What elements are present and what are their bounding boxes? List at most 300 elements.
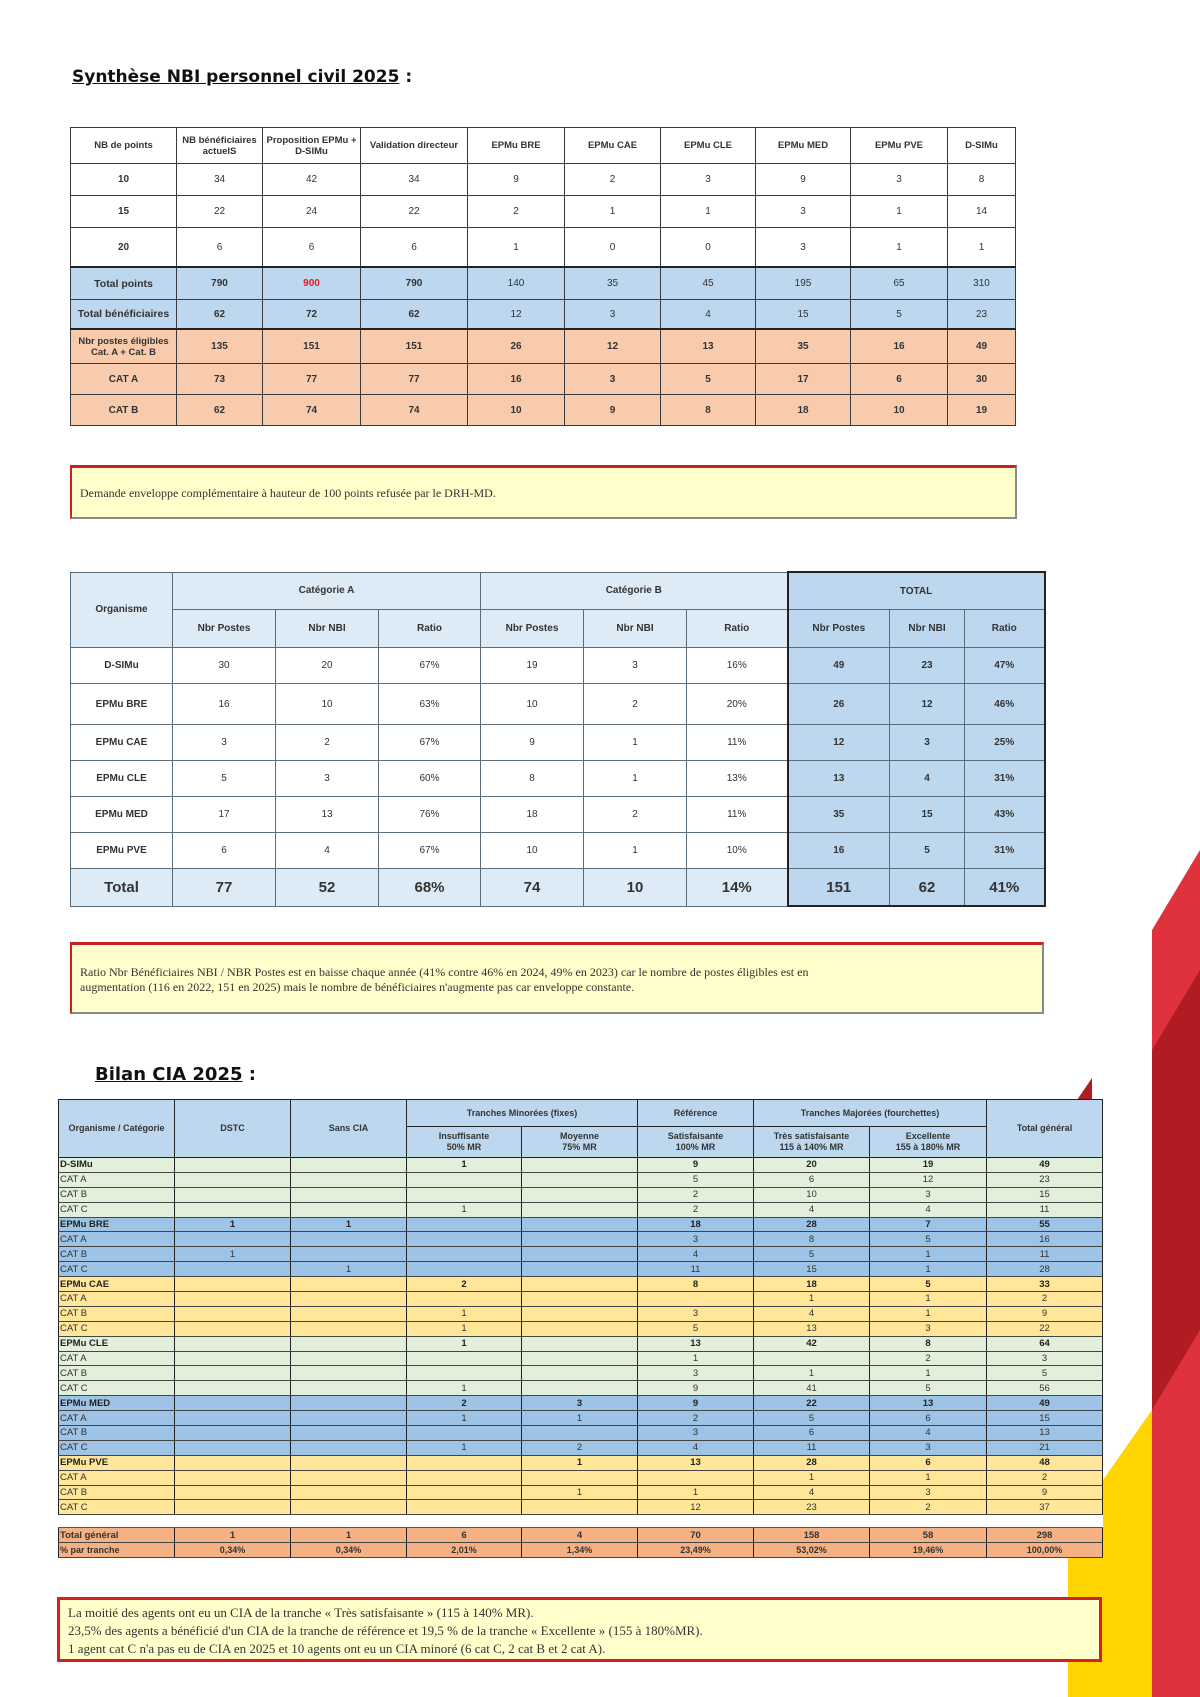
category-row [59,1440,1103,1455]
table-cell: 64 [987,1336,1103,1351]
table-cell: 62 [177,300,263,330]
table-cell: 6 [754,1172,870,1187]
table-cell [175,1411,291,1426]
table-row [71,725,1045,761]
nbi-points-table [70,127,1016,426]
table-cell: 15 [987,1411,1103,1426]
table-cell: 12 [638,1500,754,1515]
table-cell: 11 [987,1247,1103,1262]
table-cell [407,1262,522,1277]
table-cell [638,1292,754,1307]
table-cell: 1 [638,1485,754,1500]
category-row [59,1411,1103,1426]
table-cell: 790 [177,267,263,300]
table-cell: 298 [987,1528,1103,1543]
table-cell: 0,34% [291,1543,407,1558]
row-label: CAT A [71,364,177,395]
table-cell [407,1366,522,1381]
table-cell: 1 [407,1381,522,1396]
table-cell: 2,01% [407,1543,522,1558]
header-cell: EPMu CAE [565,128,661,164]
table-cell [175,1485,291,1500]
table-cell: 23 [948,300,1016,330]
table-cell: 8 [661,395,756,426]
cia-table [58,1099,1103,1558]
table-cell [522,1292,638,1307]
header-cell: NB de points [71,128,177,164]
table-cell: 3 [851,164,948,196]
table-cell [291,1411,407,1426]
table-cell: 1 [638,1351,754,1366]
table-cell [175,1158,291,1173]
table-row [71,164,1016,196]
table-row [71,329,1016,364]
table-cell: 55 [987,1217,1103,1232]
table-cell: 3 [584,648,687,684]
table-cell [291,1440,407,1455]
table-cell: 1 [870,1292,987,1307]
header-cell: EPMu MED [756,128,851,164]
cia-section-title [95,1064,256,1085]
table-cell: 74 [263,395,361,426]
header-cell: NB bénéficiaires actuelS [177,128,263,164]
table-cell: 58 [870,1528,987,1543]
table-cell: 12 [870,1172,987,1187]
table-cell: 13 [276,797,379,833]
table-cell: 18 [481,797,584,833]
table-cell: 18 [754,1277,870,1292]
org-cell: EPMu CLE [71,761,173,797]
table-cell: 15 [756,300,851,330]
table-cell: 8 [870,1336,987,1351]
table-cell: 1 [407,1440,522,1455]
table-cell: 65 [851,267,948,300]
table-cell: 1 [175,1247,291,1262]
table-cell: 26 [468,329,565,364]
table-cell: 11 [987,1202,1103,1217]
cia-note-line: La moitié des agents ont eu un CIA de la tranche « Très satisfaisante » (115 à 140% MR). [68,1605,534,1620]
cia-header-moyenne [522,1127,638,1158]
table-cell: 5 [870,1381,987,1396]
table-cell [522,1426,638,1441]
table-cell [522,1306,638,1321]
row-label: CAT C [59,1262,175,1277]
table-cell: 3 [638,1232,754,1247]
group-header-total: TOTAL [788,572,1045,610]
table-row [71,648,1045,684]
table-cell: 4 [638,1247,754,1262]
sublabel: 115 à 140% MR [779,1142,844,1152]
table-cell: 8 [754,1232,870,1247]
header-cell: EPMu CLE [661,128,756,164]
row-label: CAT B [59,1247,175,1262]
table-cell: 18 [756,395,851,426]
org-cell: EPMu CAE [71,725,173,761]
table-cell: 23 [987,1172,1103,1187]
row-label: Total général [59,1528,175,1543]
table-cell: 5 [661,364,756,395]
table-cell: 5 [987,1366,1103,1381]
table-row [71,684,1045,725]
table-cell: 100,00% [987,1543,1103,1558]
table-cell: 6 [173,833,276,869]
table-cell: 4 [890,761,965,797]
table-cell [407,1232,522,1247]
table-cell [522,1217,638,1232]
row-label: CAT B [71,395,177,426]
table-cell: 6 [407,1528,522,1543]
table-cell: 15 [987,1187,1103,1202]
table-cell: 5 [754,1247,870,1262]
category-row [59,1321,1103,1336]
table-cell: 2 [565,164,661,196]
table-cell: 9 [987,1306,1103,1321]
table-cell: 2 [987,1470,1103,1485]
table-cell [522,1158,638,1173]
ratio-note-line: Ratio Nbr Bénéficiaires NBI / NBR Postes est en baisse chaque année (41% contre 46% en 2024, 49% en 2023) car le nombre de postes éligibles est en [80,965,809,979]
table-cell: 46% [965,684,1045,725]
table-cell [291,1306,407,1321]
nbi-note-text: Demande enveloppe complémentaire à hauteur de 100 points refusée par le DRH-MD. [80,486,496,500]
row-label: CAT C [59,1202,175,1217]
table-cell [175,1262,291,1277]
table-cell: 1 [522,1455,638,1470]
table-cell: 0,34% [175,1543,291,1558]
table-cell: 52 [276,869,379,907]
org-row [59,1277,1103,1292]
table-cell: 3 [173,725,276,761]
table-cell: 2 [638,1202,754,1217]
table-cell [175,1202,291,1217]
table-cell: 11 [638,1262,754,1277]
table-cell: 4 [754,1485,870,1500]
table-cell: 1 [407,1336,522,1351]
nbi-header-row [71,128,1016,164]
table-cell: 77 [361,364,468,395]
table-cell: 1 [175,1528,291,1543]
table-cell: 1 [870,1470,987,1485]
table-cell: 9 [481,725,584,761]
category-row [59,1187,1103,1202]
table-cell: 10 [851,395,948,426]
header-cell: EPMu BRE [468,128,565,164]
table-cell [407,1470,522,1485]
table-cell: 135 [177,329,263,364]
table-cell: 3 [565,364,661,395]
table-cell [291,1470,407,1485]
table-cell: 151 [361,329,468,364]
table-cell: 20 [276,648,379,684]
table-cell: 16 [788,833,890,869]
header-cell: Proposition EPMu + D-SIMu [263,128,361,164]
table-cell: 22 [177,196,263,228]
table-cell: 19,46% [870,1543,987,1558]
table-cell: 62 [177,395,263,426]
table-cell: 1 [948,228,1016,268]
table-cell [291,1426,407,1441]
table-cell: 24 [263,196,361,228]
table-row [71,395,1016,426]
table-cell: 76% [379,797,481,833]
table-cell: 1 [522,1411,638,1426]
header-cell: EPMu PVE [851,128,948,164]
table-cell: 60% [379,761,481,797]
table-cell [291,1366,407,1381]
table-cell: 4 [870,1426,987,1441]
table-cell: 12 [565,329,661,364]
table-cell: 28 [754,1217,870,1232]
header-cell: D-SIMu [948,128,1016,164]
table-cell: 19 [481,648,584,684]
table-cell: 2 [870,1351,987,1366]
table-cell: 1 [584,833,687,869]
table-cell: 2 [987,1292,1103,1307]
table-cell [291,1455,407,1470]
table-cell: 10 [754,1187,870,1202]
table-cell: 35 [788,797,890,833]
table-cell: 10% [687,833,788,869]
table-cell: 62 [890,869,965,907]
table-cell: 1 [754,1366,870,1381]
row-label: CAT A [59,1351,175,1366]
cia-header-insuffisante [407,1127,522,1158]
table-cell: 5 [870,1232,987,1247]
cia-note-box [57,1597,1102,1662]
table-cell: 1 [407,1202,522,1217]
cia-header-org: Organisme / Catégorie [59,1100,175,1158]
org-row [59,1217,1103,1232]
table-cell: 2 [638,1187,754,1202]
spacer-cell [870,1515,987,1528]
table-cell [522,1500,638,1515]
row-label: Nbr postes éligibles Cat. A + Cat. B [71,329,177,364]
table-cell [522,1470,638,1485]
table-cell: 1 [522,1485,638,1500]
subheader-cell: Nbr Postes [788,610,890,648]
table-cell: 23 [890,648,965,684]
org-cell: EPMu MED [71,797,173,833]
table-cell [407,1485,522,1500]
table-cell [407,1217,522,1232]
table-row [71,364,1016,395]
table-cell: 0 [565,228,661,268]
ratio-note-line: augmentation (116 en 2022, 151 en 2025) mais le nombre de bénéficiaires n'augmente pas car enveloppe constante. [80,980,635,994]
row-label: CAT C [59,1321,175,1336]
cia-header-total: Total général [987,1100,1103,1158]
table-cell: 9 [987,1485,1103,1500]
table-cell: 49 [948,329,1016,364]
table-cell: 73 [177,364,263,395]
sublabel: 100% MR [675,1142,716,1152]
table-cell: 5 [638,1172,754,1187]
org-cell: D-SIMu [71,648,173,684]
table-cell [291,1396,407,1411]
table-cell: 12 [788,725,890,761]
table-cell [291,1485,407,1500]
table-cell: 13 [788,761,890,797]
category-row [59,1262,1103,1277]
table-cell: 41% [965,869,1045,907]
table-cell: 1 [565,196,661,228]
row-label: CAT B [59,1485,175,1500]
table-cell: 70 [638,1528,754,1543]
table-cell: 3 [522,1396,638,1411]
table-cell: 1 [407,1306,522,1321]
org-row [59,1396,1103,1411]
row-label: 20 [71,228,177,268]
table-cell: 11 [754,1440,870,1455]
table-cell: 3 [870,1440,987,1455]
subheader-cell: Ratio [379,610,481,648]
table-cell: 20% [687,684,788,725]
table-cell: 6 [177,228,263,268]
table-cell: 1 [661,196,756,228]
sublabel: 75% MR [562,1142,597,1152]
table-cell: 2 [638,1411,754,1426]
category-row [59,1500,1103,1515]
table-cell: 13 [987,1426,1103,1441]
sublabel: 155 à 180% MR [895,1142,961,1152]
subheader-cell: Nbr NBI [890,610,965,648]
table-cell: 900 [263,267,361,300]
table-cell [522,1202,638,1217]
table-cell: 9 [638,1396,754,1411]
table-cell: 3 [987,1351,1103,1366]
table-cell: 34 [177,164,263,196]
table-cell: 13 [754,1321,870,1336]
table-cell: 10 [584,869,687,907]
row-label: EPMu CAE [59,1277,175,1292]
table-cell: 43% [965,797,1045,833]
table-cell: 6 [754,1426,870,1441]
category-row [59,1366,1103,1381]
table-cell: 28 [754,1455,870,1470]
percent-row [59,1543,1103,1558]
table-cell [175,1440,291,1455]
row-label: Total bénéficiaires [71,300,177,330]
table-cell: 3 [276,761,379,797]
row-label: CAT C [59,1381,175,1396]
table-cell: 3 [565,300,661,330]
table-cell: 13 [638,1336,754,1351]
table-cell [754,1351,870,1366]
table-cell: 13 [661,329,756,364]
row-label: CAT A [59,1470,175,1485]
table-cell: 15 [890,797,965,833]
row-label: CAT A [59,1411,175,1426]
table-cell [522,1381,638,1396]
label: Très satisfaisante [773,1131,850,1141]
row-label: 15 [71,196,177,228]
table-cell: 74 [361,395,468,426]
subheader-cell: Nbr NBI [276,610,379,648]
table-cell: 3 [870,1485,987,1500]
table-cell: 13% [687,761,788,797]
table-row [71,833,1045,869]
table-cell: 5 [851,300,948,330]
category-row [59,1292,1103,1307]
table-cell: 1 [407,1411,522,1426]
table-cell: 790 [361,267,468,300]
table-cell: 2 [584,797,687,833]
table-cell [291,1336,407,1351]
table-cell: 2 [468,196,565,228]
spacer-cell [407,1515,522,1528]
label: Excellente [905,1131,951,1141]
table-cell: 17 [173,797,276,833]
table-cell [522,1351,638,1366]
table-cell: 8 [638,1277,754,1292]
table-cell [175,1321,291,1336]
label: Moyenne [560,1131,600,1141]
table-cell [175,1396,291,1411]
table-cell: 35 [565,267,661,300]
table-cell [291,1500,407,1515]
table-cell: 42 [263,164,361,196]
table-cell: 1 [291,1528,407,1543]
table-cell [175,1381,291,1396]
table-cell: 8 [948,164,1016,196]
table-cell [522,1321,638,1336]
subheader-cell: Nbr Postes [481,610,584,648]
row-label: % par tranche [59,1543,175,1558]
table-cell: 2 [522,1440,638,1455]
table-cell [407,1500,522,1515]
table-cell: 151 [263,329,361,364]
category-row [59,1172,1103,1187]
table-cell: 17 [756,364,851,395]
header-cell: Validation directeur [361,128,468,164]
table-cell: 37 [987,1500,1103,1515]
table-cell: 23,49% [638,1543,754,1558]
table-cell [522,1336,638,1351]
table-cell: 11% [687,725,788,761]
subheader-cell: Nbr NBI [584,610,687,648]
table-cell: 140 [468,267,565,300]
total-row [71,869,1045,907]
cia-header-groups [59,1100,1103,1127]
table-cell: 1,34% [522,1543,638,1558]
table-cell: 10 [481,833,584,869]
table-cell [175,1351,291,1366]
table-cell [175,1187,291,1202]
table-cell: 1 [291,1217,407,1232]
table-cell [291,1381,407,1396]
table-cell: 3 [756,196,851,228]
group-header-cat-a: Catégorie A [173,572,481,610]
table-cell: 15 [754,1262,870,1277]
table-cell: 49 [987,1158,1103,1173]
cia-header-dstc: DSTC [175,1100,291,1158]
table-cell [522,1172,638,1187]
table-cell: 74 [481,869,584,907]
table-cell [175,1426,291,1441]
table-cell: 1 [870,1262,987,1277]
table-cell: 49 [987,1396,1103,1411]
ratio-subheaders [71,610,1045,648]
spacer-row [59,1515,1103,1528]
row-label: CAT B [59,1187,175,1202]
table-cell [522,1232,638,1247]
cia-header-satisfaisante [638,1127,754,1158]
row-label: EPMu MED [59,1396,175,1411]
table-cell: 3 [661,164,756,196]
table-cell: 11% [687,797,788,833]
spacer-cell [59,1515,175,1528]
table-cell [291,1321,407,1336]
nbi-ratio-table [70,571,1046,907]
row-label: CAT C [59,1440,175,1455]
